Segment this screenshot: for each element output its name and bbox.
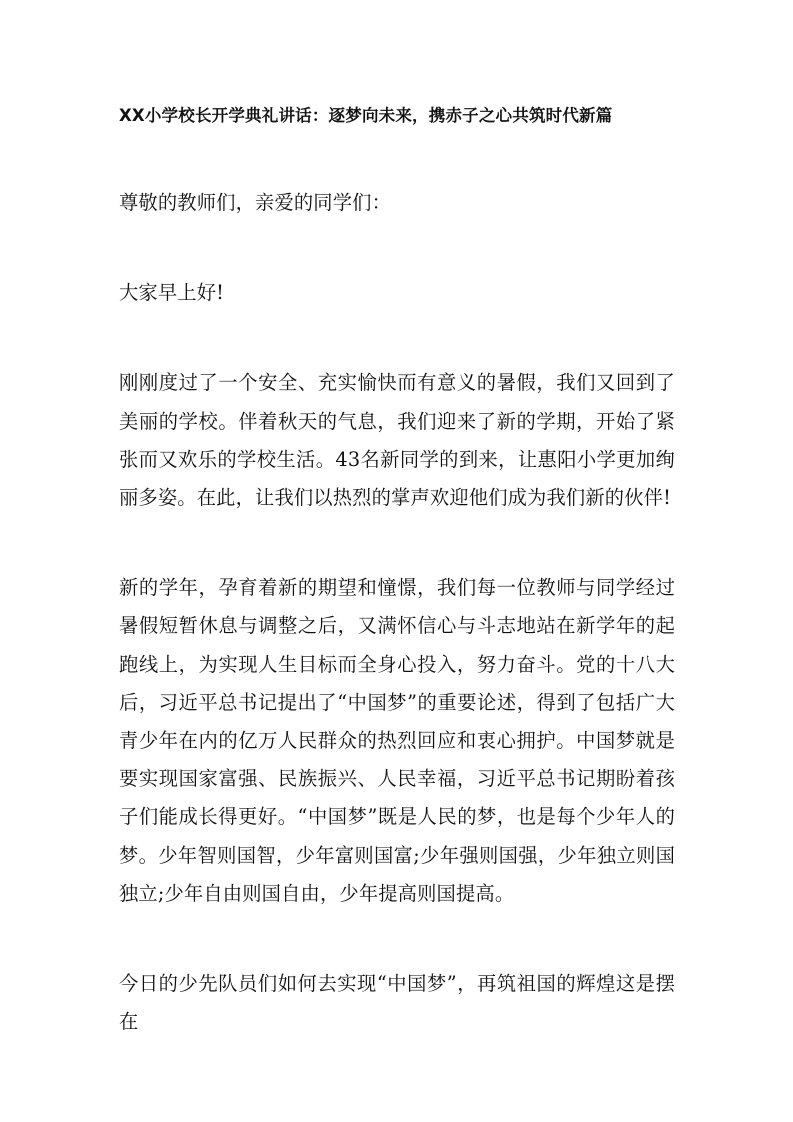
paragraph-new-school-year: 新的学年，孕育着新的期望和憧憬，我们每一位教师与同学经过暑假短暂休息与调整之后，又满怀信心与斗志地站在新学年的起跑线上，为实现人生目标而全身心投入，努力奋斗。党的十八大后，习近平总书记提出了“中国梦”的重要论述，得到了包括广大青少年在内的亿万人民群众的热烈回应和衷心拥护。中国梦就是要实现国家富强、民族振兴、人民幸福，习近平总书记期盼着孩子们能成长得更好。“中国梦”既是人民的梦，也是每个少年人的梦。少年智则国智，少年富则国富;少年强则国强，少年独立则国独立;少年自由则国自由，少年提高则国提高。 [119,576,675,905]
document-title: XX小学校长开学典礼讲话：逐梦向未来，携赤子之心共筑时代新篇 [119,106,613,125]
paragraph-young-pioneers: 今日的少先队员们如何去实现“中国梦”，再筑祖国的辉煌这是摆在 [119,972,675,1034]
greeting: 大家早上好! [119,281,225,305]
document-body [119,101,675,1041]
paragraph-welcome: 刚刚度过了一个安全、充实愉快而有意义的暑假，我们又回到了美丽的学校。伴着秋天的气息，我们迎来了新的学期，开始了紧张而又欢乐的学校生活。43名新同学的到来，让惠阳小学更加绚丽多姿。在此，让我们以热烈的掌声欢迎他们成为我们新的伙伴! [119,371,675,510]
salutation: 尊敬的教师们，亲爱的同学们： [119,191,392,214]
